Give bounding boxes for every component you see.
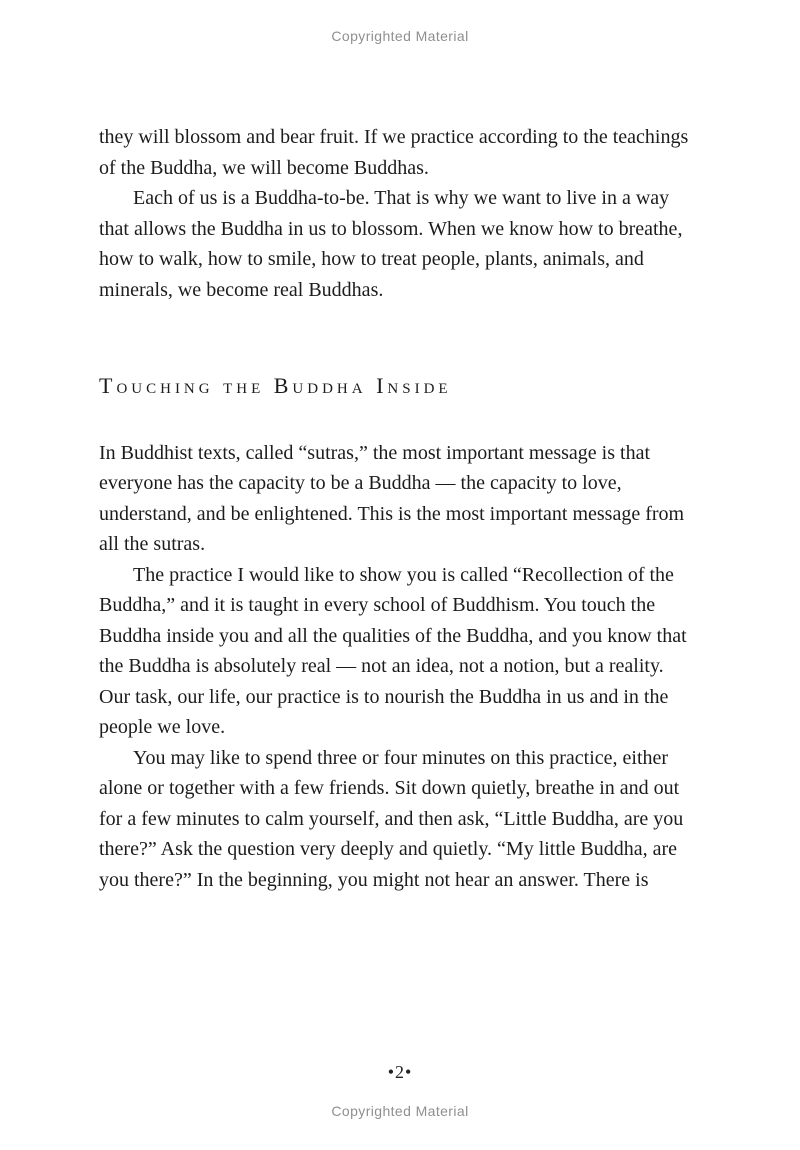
copyright-notice-top: Copyrighted Material [331, 28, 469, 44]
paragraph-continuation: they will blossom and bear fruit. If we practice according to the teachings of the Buddha, we will become Buddhas. [99, 126, 689, 179]
section-heading: Touching the Buddha Inside [99, 373, 452, 398]
paragraph: You may like to spend three or four minutes on this practice, either alone or together with a few friends. Sit down quietly, breathe in and out for a few minutes to calm yourself, and then ask, “Little Buddha, are you there?” Ask the question very deeply and quietly. “My little Buddha, are you there?” In the beginning, you might not hear an answer. There is [99, 746, 684, 891]
page-number: •2• [387, 1062, 413, 1082]
page-text-block [99, 122, 695, 895]
paragraph: Each of us is a Buddha-to-be. That is why we want to live in a way that allows the Buddha in us to blossom. When we know how to breathe, how to walk, how to smile, how to treat people, plants, animals, and minerals, we become real Buddhas. [99, 187, 683, 301]
copyright-notice-bottom: Copyrighted Material [331, 1103, 469, 1119]
paragraph: In Buddhist texts, called “sutras,” the most important message is that everyone has the capacity to be a Buddha — the capacity to love, understand, and be enlightened. This is the most important message from all the sutras. [99, 441, 685, 555]
paragraph: The practice I would like to show you is called “Recollection of the Buddha,” and it is taught in every school of Buddhism. You touch the Buddha inside you and all the qualities of the Buddha, and you know that the Buddha is absolutely real — not an idea, not a notion, but a reality. Our task, our life, our practice is to nourish the Buddha in us and in the people we love. [99, 563, 687, 738]
